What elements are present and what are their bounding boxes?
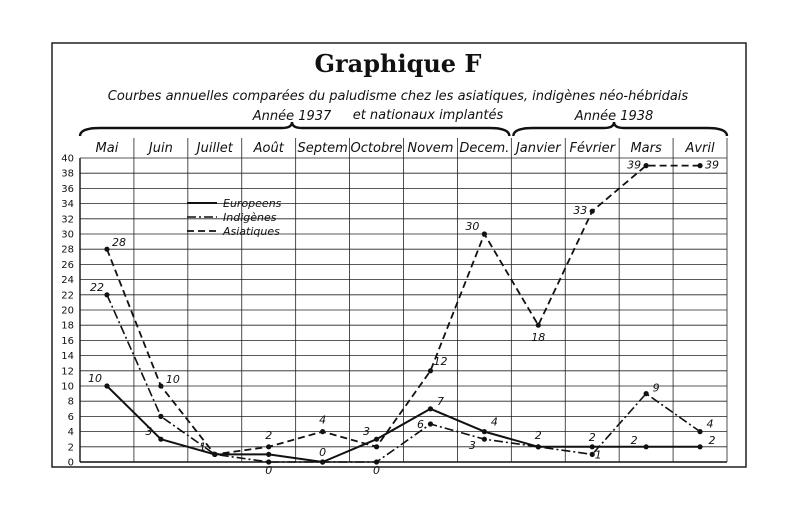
data-point — [320, 459, 325, 464]
data-point — [697, 429, 702, 434]
y-tick-label: 30 — [61, 229, 74, 241]
data-point — [428, 368, 433, 373]
x-tick-label: Août — [253, 141, 284, 156]
data-point — [374, 444, 379, 449]
data-label: 3 — [468, 439, 476, 453]
chart-subtitle-line1: Courbes annuelles comparées du paludisme chez les asiatiques, indigènes néo-hébridais — [107, 89, 689, 104]
data-label: 3 — [145, 425, 153, 439]
data-point — [644, 163, 649, 168]
x-tick-label: Juillet — [196, 141, 233, 156]
figure-border — [52, 43, 746, 467]
data-point — [104, 247, 109, 252]
data-label: 2 — [630, 433, 638, 447]
x-tick-label: Juin — [148, 141, 173, 156]
y-tick-label: 28 — [61, 244, 74, 256]
legend-entry: Asiatiques — [223, 225, 280, 238]
data-point — [320, 429, 325, 434]
data-point — [590, 209, 595, 214]
data-label: 1 — [199, 440, 207, 454]
y-tick-label: 16 — [61, 335, 74, 347]
x-tick-label: Decem. — [459, 141, 510, 156]
y-tick-label: 0 — [67, 457, 74, 469]
data-label: 39 — [705, 158, 720, 172]
y-tick-label: 40 — [61, 153, 74, 165]
chart-background — [52, 43, 746, 467]
data-point — [104, 383, 109, 388]
data-label: 7 — [436, 394, 444, 408]
x-tick-label: Janvier — [515, 141, 561, 156]
data-label: 2 — [265, 428, 273, 442]
y-tick-label: 10 — [61, 381, 74, 393]
data-label: 4 — [319, 413, 327, 427]
data-point — [482, 429, 487, 434]
y-tick-label: 32 — [61, 214, 74, 226]
data-point — [482, 437, 487, 442]
data-point — [697, 444, 702, 449]
data-label: 33 — [573, 204, 588, 218]
data-label: 0 — [265, 464, 273, 477]
legend-entry: Europeens — [223, 197, 282, 210]
data-point — [158, 437, 163, 442]
year-1938-label: Année 1938 — [574, 109, 654, 124]
data-label: 28 — [111, 236, 126, 250]
y-tick-label: 8 — [67, 396, 74, 408]
data-point — [428, 421, 433, 426]
chart-title: Graphique F — [314, 49, 482, 78]
data-label: 10 — [165, 373, 180, 386]
data-label: 4 — [490, 415, 498, 429]
data-point — [374, 437, 379, 442]
data-point — [266, 452, 271, 457]
y-tick-label: 20 — [61, 305, 74, 317]
data-point — [428, 406, 433, 411]
data-point — [266, 444, 271, 449]
data-label: 1 — [594, 448, 602, 462]
data-label: 0 — [373, 464, 381, 477]
data-label: 3 — [363, 425, 371, 439]
x-tick-label: Avril — [685, 141, 715, 156]
x-tick-label: Février — [569, 141, 615, 156]
data-label: 22 — [89, 280, 104, 294]
data-point — [158, 383, 163, 388]
x-tick-label: Novem — [407, 141, 454, 156]
chart-grid — [80, 138, 727, 462]
legend-entry: Indigènes — [223, 211, 277, 224]
data-point — [644, 444, 649, 449]
y-tick-label: 36 — [61, 183, 74, 195]
data-label: 6 — [416, 418, 424, 431]
x-tick-label: Septem — [297, 141, 348, 156]
data-label: 12 — [433, 354, 448, 368]
chart-subtitle-line2: et nationaux implantés — [352, 108, 504, 123]
x-tick-label: Mai — [95, 141, 119, 156]
data-label: 4 — [706, 417, 714, 431]
x-tick-label: Octobre — [350, 141, 403, 156]
x-tick-label: Mars — [630, 141, 662, 156]
data-point — [536, 323, 541, 328]
y-tick-label: 2 — [67, 442, 74, 454]
data-label: 2 — [588, 430, 596, 444]
data-label: 30 — [465, 220, 480, 233]
y-tick-label: 14 — [61, 351, 74, 363]
y-tick-label: 38 — [61, 168, 74, 180]
y-tick-label: 4 — [67, 427, 74, 439]
data-point — [536, 444, 541, 449]
data-label: 0 — [319, 446, 327, 459]
data-label: 10 — [87, 372, 102, 385]
data-point — [104, 292, 109, 297]
data-label: 18 — [531, 331, 546, 345]
y-tick-label: 12 — [61, 366, 74, 378]
year-1937-label: Année 1937 — [252, 109, 332, 124]
y-tick-label: 6 — [67, 411, 74, 423]
data-label: 9 — [652, 381, 660, 395]
year-1937-brace — [80, 122, 509, 136]
y-tick-label: 18 — [61, 320, 74, 332]
year-1938-brace — [513, 122, 727, 136]
data-label: 2 — [534, 428, 542, 442]
data-point — [644, 391, 649, 396]
y-tick-label: 26 — [61, 259, 74, 271]
data-point — [697, 163, 702, 168]
data-label: 39 — [627, 158, 642, 172]
y-tick-label: 22 — [61, 290, 74, 302]
data-point — [212, 452, 217, 457]
y-tick-label: 24 — [61, 275, 74, 287]
data-point — [482, 231, 487, 236]
data-label: 2 — [708, 433, 716, 447]
y-tick-label: 34 — [61, 199, 74, 211]
data-point — [158, 414, 163, 419]
